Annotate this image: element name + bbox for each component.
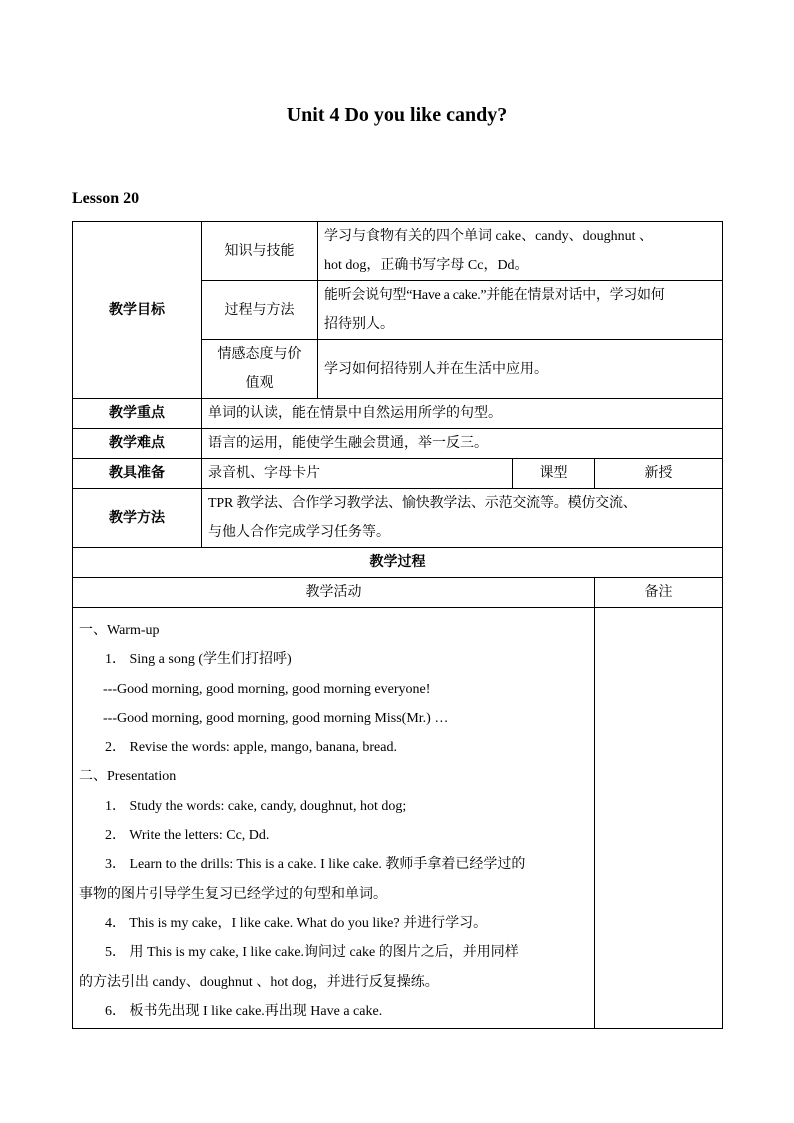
activity-line: 5． 用 This is my cake, I like cake.询问过 cake 的图片之后，并用同样 (105, 945, 519, 961)
tools-content: 录音机、字母卡片 (202, 459, 513, 489)
notes-column-header: 备注 (595, 578, 723, 608)
objective-content-process (318, 281, 723, 340)
objective-category-attitude (202, 340, 318, 399)
methods-line: TPR 教学法、合作学习教学法、愉快教学法、示范交流等。模仿交流、 (208, 496, 637, 511)
key-points-content: 单词的认读，能在情景中自然运用所学的句型。 (202, 399, 723, 429)
difficulties-label: 教学难点 (73, 429, 202, 459)
objective-category-line: 值观 (245, 376, 274, 391)
activity-line: 6． 板书先出现 I like cake.再出现 Have a cake. (105, 1003, 383, 1019)
objective-category-knowledge: 知识与技能 (202, 222, 318, 281)
objective-category-process: 过程与方法 (202, 281, 318, 340)
difficulties-content: 语言的运用，能使学生融会贯通，举一反三。 (202, 429, 723, 459)
activity-line: ---Good morning, good morning, good morning everyone! (103, 681, 431, 697)
activity-content (73, 608, 595, 1029)
lesson-type-value: 新授 (595, 459, 723, 489)
activity-line: 1． Sing a song (学生们打招呼) (105, 652, 292, 668)
lesson-type-label: 课型 (513, 459, 595, 489)
key-points-label: 教学重点 (73, 399, 202, 429)
document-title: Unit 4 Do you like candy? (286, 104, 508, 126)
activity-line: ---Good morning, good morning, good morning Miss(Mr.) … (103, 710, 449, 726)
objective-category-line: 情感态度与价 (217, 347, 302, 362)
activity-line: 一、Warm-up (79, 623, 160, 638)
lesson-plan-table (72, 221, 723, 1029)
objective-content-line: 能听会说句型“Have a cake.”并能在情景对话中，学习如何 (324, 288, 665, 303)
objective-content-line: 招待别人。 (324, 317, 394, 332)
objective-content-attitude: 学习如何招待别人并在生活中应用。 (318, 340, 723, 399)
activity-line: 1． Study the words: cake, candy, doughnut, hot dog; (105, 798, 407, 814)
activity-line: 4． This is my cake，I like cake. What do you like? 并进行学习。 (105, 915, 488, 931)
objectives-label: 教学目标 (73, 222, 202, 399)
activity-line: 2． Revise the words: apple, mango, banana, bread. (105, 740, 397, 756)
activity-column-header: 教学活动 (73, 578, 595, 608)
lesson-heading: Lesson 20 (72, 190, 140, 207)
notes-content (595, 608, 723, 1029)
activity-line: 3． Learn to the drills: This is a cake. I like cake. 教师手拿着已经学过的 (105, 857, 526, 873)
methods-line: 与他人合作完成学习任务等。 (208, 525, 390, 540)
tools-label: 教具准备 (73, 459, 202, 489)
objective-content-knowledge (318, 222, 723, 281)
process-heading: 教学过程 (73, 548, 723, 578)
methods-content (202, 489, 723, 548)
activity-line: 二、Presentation (79, 769, 177, 785)
methods-label: 教学方法 (73, 489, 202, 548)
objective-content-line: 学习与食物有关的四个单词 cake、candy、doughnut 、 (324, 229, 653, 244)
activity-line: 事物的图片引导学生复习已经学过的句型和单词。 (79, 886, 387, 902)
activity-line: 2． Write the letters: Cc, Dd. (105, 828, 270, 844)
objective-content-line: hot dog，正确书写字母 Cc，Dd。 (324, 258, 529, 273)
activity-line: 的方法引出 candy、doughnut 、hot dog，并进行反复操练。 (79, 974, 439, 990)
